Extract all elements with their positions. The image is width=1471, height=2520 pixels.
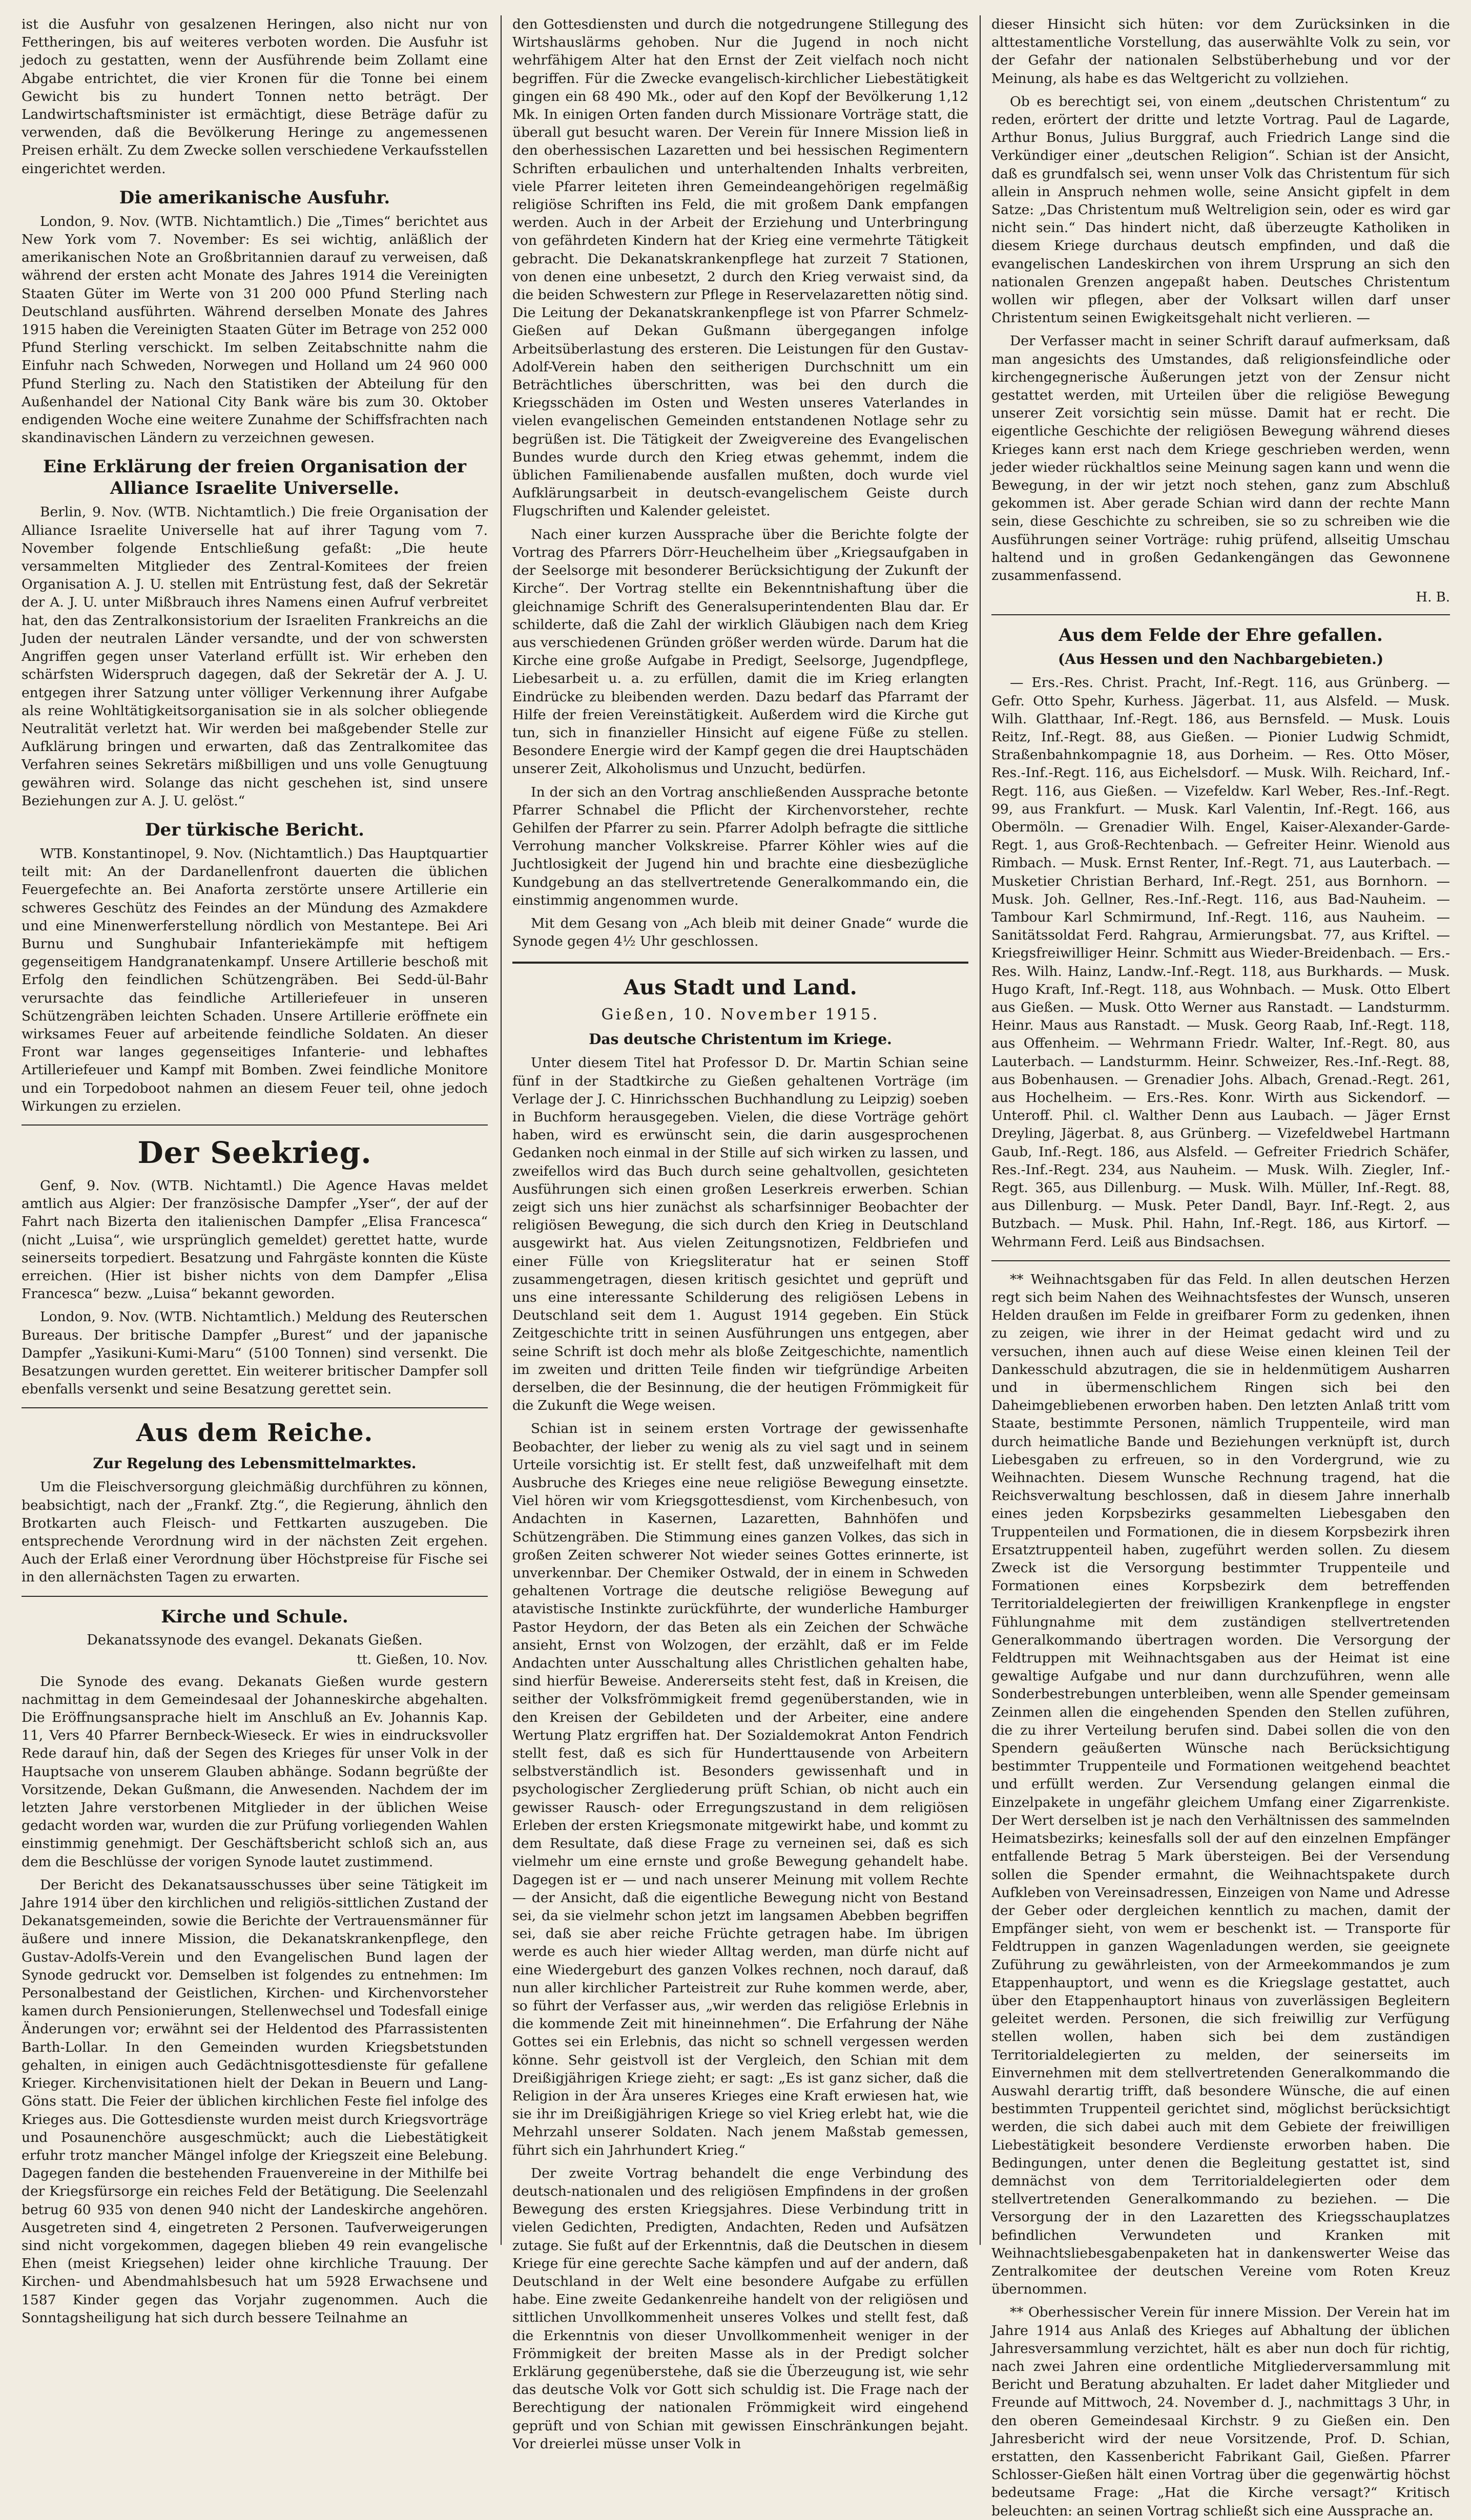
headline-amerika: Die amerikanische Ausfuhr. <box>119 187 390 208</box>
dateline: tt. Gießen, 10. Nov. <box>357 1652 488 1668</box>
casualty-list: — Ers.-Res. Christ. Pracht, Inf.-Regt. 116, aus Grünberg. — Gefr. Otto Spehr, Kurhess. Jägerbat. 11, aus Alsfeld. — Musk. Wilh. Glatthaar, Inf.-Regt. 186, aus Bernsfeld. — Musk. Louis Reitz, Inf.-Regt. 88, aus Gießen. — Pionier Ludwig Schmidt, Straßenbahnkompagnie 18, aus Dorheim. — Res. Otto Möser, Res.-Inf.-Regt. 116, aus Eichelsdorf. — Musk. Wilh. Reichard, Inf.-Regt. 116, aus Gießen. — Vizefeldw. Karl Weber, Res.-Inf.-Regt. 99, aus Frankfurt. — Musk. Karl Valentin, Inf.-Regt. 166, aus Obermöln. — Grenadier Wilh. Engel, Kaiser-Alexander-Garde-Regt. 1, aus Groß-Rechtenbach. — Gefreiter Heinr. Wienold aus Rimbach. — Musk. Ernst Renter, Inf.-Regt. 71, aus Lauterbach. — Musketier Christian Berhard, Inf.-Regt. 251, aus Bornhorn. — Musk. Joh. Gellner, Res.-Inf.-Regt. 116, aus Bad-Nauheim. — Tambour Karl Schmirmund, Inf.-Regt. 116, aus Nauheim. — Sanitätssoldat Ferd. Rahgrau, Armierungsbat. 77, aus Kriftel. — Kriegsfreiwilliger Heinr. Schmitt aus Wieder-Breidenbach. — Ers.-Res. Wilh. Hainz, Landw.-Inf.-Regt. 118, aus Burkhards. — Musk. Hugo Kraft, Inf.-Regt. 118, aus Wohnbach. — Musk. Otto Elbert aus Gießen. — Musk. Otto Werner aus Ranstadt. — Landsturmm. Heinr. Maus aus Ranstadt. — Musk. Georg Raab, Inf.-Regt. 118, aus Offenheim. — Wehrmann Friedr. Walter, Inf.-Regt. 80, aus Lauterbach. — Landsturmm. Heinr. Schweizer, Res.-Inf.-Regt. 88, aus Bobenhausen. — Grenadier Johs. Albach, Grenad.-Regt. 261, aus Hochelheim. — Ers.-Res. Konr. Wirth aus Sickendorf. — Unteroff. Phil. cl. Walther Denn aus Laubach. — Jäger Ernst Dreyling, Jägerbat. 8, aus Grünberg. — Vizefeldwebel Hartmann Gaub, Inf.-Regt. 186, aus Alsfeld. — Gefreiter Friedrich Schäfer, Res.-Inf.-Regt. 234, aus Nauheim. — Musk. Wilh. Ziegler, Inf.-Regt. 365, aus Dillenburg. — Musk. Wilh. Müller, Inf.-Regt. 88, aus Dillenburg. — Musk. Peter Dandl, Bayr. Inf.-Regt. 2, aus Butzbach. — Musk. Phil. Hahn, Inf.-Regt. 186, aus Kirtorf. — Wehrmann Ferd. Leiß aus Bindsachsen. <box>991 675 1450 1250</box>
article-text: WTB. Konstantinopel, 9. Nov. (Nichtamtlich.) Das Hauptquartier teilt mit: An der Dardanellenfront dauerten die üblichen Feuergefechte an. Bei Anaforta zerstörte unsere Artillerie ein schweres Geschütz des Feindes an der Mündung des Azmakdere und eine Minenwerferstellung nördlich von Mestantepe. Bei Ari Burnu und Sunghubair Infanteriekämpfe mit heftigem gegenseitigem Handgranatenkampf. Unsere Artillerie beschoß mit Erfolg den feindlichen Schützengräben. Bei Sedd-ül-Bahr verursachte das feindliche Artilleriefeuer in unseren Schützengräben leichten Schaden. Unsere Artillerie eröffnete ein wirksames Feuer auf arbeitende feindliche Soldaten. An dieser Front war langes gegenseitiges Infanterie- und lebhaftes Artilleriefeuer und Kampf mit Bomben. Zwei feindliche Monitore und ein Torpedoboot nahmen an diesem Feuer teil, ohne jedoch Wirkungen zu erzielen. <box>22 845 488 1114</box>
headline-stadt-und-land: Aus Stadt und Land. <box>624 975 857 1000</box>
article-text: Unter diesem Titel hat Professor D. Dr. Martin Schian seine fünf in der Stadtkirche zu Gießen gehaltenen Vorträge (im Verlage der J. C. Hinrichsschen Buchhandlung zu Leipzig) soeben in Buchform herausgegeben. Vielen, die diese Vorträge gehört haben, wird es erwünscht sein, die darin ausgesprochenen Gedanken noch einmal in der Stille auf sich wirken zu lassen, und zweifellos wird das Buch durch seine gehaltvollen, gesichteten Ausführungen sich einen großen Leserkreis erwerben. Schian zeigt sich uns hier zunächst als scharfsinniger Beobachter der religiösen Bewegung, die sich durch den Krieg in Deutschland ausgewirkt hat. Aus vielen Zeitungsnotizen, Feldbriefen und einer Fülle von Kriegsliteratur hat er seinen Stoff zusammengetragen, diesen kritisch gesichtet und geprüft und uns eine interessante Schilderung des religiösen Lebens in Deutschland seit dem 1. August 1914 gegeben. Ein Stück Zeitgeschichte tritt in seinen Ausführungen uns entgegen, aber seine Schrift ist doch mehr als bloße Zeitgeschichte, namentlich im zweiten und dritten Teile finden wir tiefgründige Arbeiten derselben, die der Besinnung, die der heutigen Frömmigkeit für die Zukunft die Wege weisen. <box>512 1055 968 1414</box>
article-text: ** Weihnachtsgaben für das Feld. In allen deutschen Herzen regt sich beim Nahen des Weihnachtsfestes der Wunsch, unseren Helden draußen im Felde in greifbarer Form zu gedenken, ihnen zu zeigen, wie ihrer in der Heimat gedacht wird und zu versuchen, ihnen auch auf diese Weise einen kleinen Teil der Dankesschuld abzutragen, die sie in heldenmütigem Ausharren und in übermenschlichem Ringen sich bei den Daheimgebliebenen erworben haben. Den letzten Anlaß tritt vom Staate, bestimmte Personen, nämlich Truppenteile, wird man durch heimatliche Bande und Beziehungen verknüpft ist, durch Liebesgaben zu erfreuen, so in den Vordergrund, wie zu Weihnachten. Diesem Wunsche Rechnung tragend, hat die Reichsverwaltung beschlossen, daß in diesem Jahre innerhalb eines jeden Korpsbezirks gesammelten Liebesgaben den Truppenteilen und Formationen, die in diesem Korpsbezirk ihren Ersatztruppenteil haben, zugeführt werden sollen. Zu diesem Zweck ist die Versorgung bestimmter Truppenteile und Formationen eines Korpsbezirk dem betreffenden Territorialdelegierten der freiwilligen Krankenpflege in engster Fühlungnahme mit dem zuständigen stellvertretenden Generalkommando übertragen worden. Die Versorgung der Feldtruppen mit Weihnachtsgaben aus der Heimat ist eine gewaltige Aufgabe und nur dann durchzuführen, wenn alle Sonderbestrebungen unterbleiben, wenn alle Spender gemeinsam Zeinmen allen die eingehenden Spenden den Stellen zuführen, die zu ihrer Verteilung berufen sind. Dabei sollen die von den Spendern geäußerten Wünsche nach Berücksichtigung bestimmter Truppenteile und Formationen weitgehend beachtet und erfüllt werden. Zur Versendung gelangen einmal die Einzelpakete in ungefähr gleichem Umfang einer Zigarrenkiste. Der Wert derselben ist je nach den Verhältnissen des sammelnden Heimatsbezirks; keinesfalls soll der auf den einzelnen Empfänger entfallende Betrag 5 Mark übersteigen. Bei der Versendung sollen die Spender ermahnt, die Weihnachtspakete durch Aufkleben von Vereinsadressen, Einzeigen von Name und Adresse der Geber oder dergleichen kenntlich zu machen, damit der Empfänger sieht, von wem er beschenkt ist. — Transporte für Feldtruppen in ganzen Wagenladungen werden, sie geeignete Zuführung zu gewährleisten, von der Armeekommandos je zum Etappenhauptort, und wenn es die Kriegslage gestattet, auch über den Etappenhauptort hinaus von zuverlässigen Begleitern geleitet werden. Personen, die sich freiwillig zur Verfügung stellen wollen, haben sich bei dem zuständigen Territorialdelegierten zu melden, der seinerseits im Einvernehmen mit dem stellvertretenden Generalkommando die Auswahl derartig trifft, daß besondere Wünsche, die auf einen bestimmten Truppenteil gerichtet sind, möglichst berücksichtigt werden, die sich dabei auch mit dem Gebiete der freiwilligen Liebestätigkeit besondere Verdienste erworben haben. Die Bedingungen, unter denen die Begleitung gestattet ist, sind demnächst von dem Territorialdelegierten oder dem stellvertretenden Generalkommando zu beziehen. — Die Versorgung der in den Lazaretten des Kriegsschauplatzes befindlichen Verwundeten und Kranken mit Weihnachtsliebesgabenpaketen hat in dankenswerter Weise das Zentralkomitee der deutschen Vereine vom Roten Kreuz übernommen. <box>991 1271 1450 2298</box>
article-text: den Gottesdiensten und durch die notgedrungene Stillegung des Wirtshauslärms gehoben. Nur die Jugend in noch nicht wehrfähigem Alter hat den Ernst der Zeit vielfach noch nicht begriffen. Für die Zwecke evangelisch-kirchlicher Liebestätigkeit gingen ein 68 490 Mk., oder auf den Kopf der Bevölkerung 1,12 Mk. In einigen Orten fanden durch Missionare Vorträge statt, die überall gut besucht waren. Der Verein für Innere Mission ließ in den oberhessischen Lazaretten und bei hessischen Regimentern Schriften erbaulichen und unterhaltenden Inhalts verbreiten, viele Pfarrer leiteten ihren Gemeindeangehörigen regelmäßig religiöse Schriften ins Feld, die mit großem Dank empfangen werden. Auch in der Arbeit der Erziehung und Unterbringung von gefährdeten Kindern hat der Krieg eine vermehrte Tätigkeit gebracht. Die Dekanatskrankenpflege hat zurzeit 7 Stationen, von denen eine unbesetzt, 2 durch den Krieg verwaist sind, da die beiden Schwestern zur Pflege in Reservelazaretten nötig sind. Die Leitung der Dekanatskrankenpflege ist von Pfarrer Schmelz-Gießen auf Dekan Gußmann übergegangen infolge Arbeitsüberlastung des ersteren. Die Leistungen für den Gustav-Adolf-Verein haben den seitherigen Durchschnitt um ein Beträchtliches überschritten, was bei den durch die Kriegsschäden im Osten und Westen unseres Vaterlandes in vielen evangelischen Gemeinden entstandenen Notlage sehr zu begrüßen ist. Die Tätigkeit der Zweigvereine des Evangelischen Bundes wurde durch den Krieg etwas gehemmt, indem die üblichen Familienabende ausfallen mußten, doch wurde viel Aufklärungsarbeit in deutsch-evangelischem Geiste durch Flugschriften und Kalender geleistet. <box>512 16 968 519</box>
article-text: Schian ist in seinem ersten Vortrage der gewissenhafte Beobachter, der lieber zu wenig als zu viel sagt und in seinem Urteile vorsichtig ist. Er stellt fest, daß unzweifelhaft mit dem Ausbruche des Krieges eine neue religiöse Bewegung einsetzte. Viel hören wir vom Kriegsgottesdienst, vom Kirchenbesuch, von Andachten in Kasernen, Lazaretten, Bahnhöfen und Schützengräben. Die Stimmung eines ganzen Volkes, das sich in großen Zeiten schwerer Not wieder seines Gottes erinnerte, ist unverkennbar. Der Chemiker Ostwald, der in einem in Schweden gehaltenen Vortrage die deutsche religiöse Bewegung auf atavistische Instinkte zurückführte, der wunderliche Hamburger Pastor Heydorn, der das Beten als ein Zeichen der Schwäche ansieht, Ernst von Wolzogen, der erzählt, daß er im Felde Andachten unter Ausschaltung alles Christlichen gehalten habe, sind hierfür Beweise. Andererseits steht fest, daß in Kreisen, die seither der Volksfrömmigkeit fremd gegenüberstanden, wie in den Kreisen der Gebildeten und der Arbeiter, eine andere Wertung Platz ergriffen hat. Der Sozialdemokrat Anton Fendrich stellt fest, daß es sich für Hunderttausende von Arbeitern selbstverständlich ist. Besonders gewissenhaft und in psychologischer Zergliederung prüft Schian, ob nicht auch ein gewisser Rausch- oder Erregungszustand in dem religiösen Erleben der ersten Kriegsmonate mitgewirkt habe, und kommt zu dem Resultate, daß diese Frage zu verneinen sei, daß es sich vielmehr um eine ernste und große Bewegung gehandelt habe. Dagegen ist er — und nach unserer Meinung mit vollem Rechte — der Ansicht, daß die eigentliche Bewegung nicht von Bestand sei, da sie vielmehr schon jetzt im langsamen Abebben begriffen sei, daß sie aber reiche Früchte getragen habe. Im übrigen werde es auch hier wieder Alltag werden, man dürfe nicht auf eine Wiedergeburt des ganzen Volkes rechnen, noch darauf, daß nun aller kirchlicher Parteistreit zur Ruhe kommen werde, aber, so führt der Verfasser aus, „wir werden das religiöse Erlebnis in die kommende Zeit mit hineinnehmen“. Die Erfahrung der Nähe Gottes sei ein Erlebnis, das nicht so schnell vergessen werden könne. Sehr geistvoll ist der Vergleich, den Schian mit dem Dreißigjährigen Kriege zieht; er sagt: „Es ist ganz sicher, daß die Religion in der Ära unseres Krieges eine Kraft erwiesen hat, wie sie ihr im Dreißigjährigen Kriege so viel Krieg erlebt hat, wie die Mehrzahl unserer Soldaten. Nach jenem Maßstab gemessen, führt sich ein Jahrhundert Krieg.“ <box>512 1421 968 2158</box>
subheadline: Dekanatssynode des evangel. Dekanats Gießen. <box>87 1632 423 1648</box>
article-text: In der sich an den Vortrag anschließenden Aussprache betonte Pfarrer Schnabel die Pflicht der Kirchenvorsteher, rechte Gehilfen der Pfarrer zu sein. Pfarrer Adolph befragte die sittliche Verrohung mancher Volkskreise. Pfarrer Köhler wies auf die Juchtlosigkeit der Jugend hin und brachte eine diesbezügliche Kundgebung an das stellvertretende Generalkommando ein, die einstimmig angenommen wurde. <box>512 784 968 908</box>
article-text: ** Oberhessischer Verein für innere Mission. Der Verein hat im Jahre 1914 aus Anlaß des Krieges auf Abhaltung der üblichen Jahresversammlung verzichtet, hält es aber nun doch für richtig, nach zwei Jahren eine ordentliche Mitgliederversammlung mit Bericht und Beratung abzuhalten. Er ladet daher Mitglieder und Freunde auf Mittwoch, 24. November d. J., nachmittags 3 Uhr, in den oberen Gemeindesaal Kirchstr. 9 zu Gießen ein. Den Jahresbericht wird der neue Vorsitzende, Prof. D. Schian, erstatten, den Kassenbericht Fabrikant Gail, Gießen. Pfarrer Schlosser-Gießen hält einen Vortrag über die gegenwärtig höchst bedeutsame Frage: „Hat die Kirche versagt?“ Kritisch beleuchten: an seinen Vortrag schließt sich eine Aussprache an. <box>991 2304 1450 2519</box>
headline-seekrieg: Der Seekrieg. <box>137 1135 372 1170</box>
article-text: London, 9. Nov. (WTB. Nichtamtlich.) Meldung des Reuterschen Bureaus. Der britische Dampfer „Burest“ und der japanische Dampfer „Yasikuni-Kumi-Maru“ (5100 Tonnen) sind versenkt. Die Besatzungen wurden gerettet. Ein weiterer britischer Dampfer soll ebenfalls versenkt und seine Besatzung gerettet sein. <box>22 1309 488 1398</box>
divider <box>991 614 1450 615</box>
subheadline: Zur Regelung des Lebensmittelmarktes. <box>93 1455 417 1472</box>
column-1 <box>22 15 488 2326</box>
article-text: Berlin, 9. Nov. (WTB. Nichtamtlich.) Die freie Organisation der Alliance Israelite Universelle hat auf ihrer Tagung vom 7. November folgende Entschließung gefaßt: „Die heute versammelten Mitglieder des Zentral-Komitees der freien Organisation A. J. U. stellen mit Entrüstung fest, daß der Sekretär der A. J. U. unter Mißbrauch ihres Namens einen Aufruf verbreitet hat, den das Zentralkonsistorium der Israeliten Frankreichs an die Juden der neutralen Länder versandte, und der von schwersten Angriffen gegen unser Vaterland erfüllt ist. Wir erheben den schärfsten Widerspruch dagegen, daß der Sekretär der A. J. U. entgegen ihrer Satzung unter völliger Verkennung ihrer Aufgabe als reine Wohltätigkeitsorganisation sie in als solcher obliegende Neutralität verletzt hat. Wir werden bei maßgebender Stelle zur Aufklärung bringen und erwarten, daß das Zentralkomitee das Verfahren seines Sekretärs mißbilligen und uns volle Genugtuung gewähren wird. Solange das nicht geschehen ist, sind unsere Beziehungen zur A. J. U. gelöst.“ <box>22 504 488 809</box>
column-rule <box>980 15 981 2245</box>
author-signature: H. B. <box>1416 590 1450 606</box>
divider <box>22 1407 488 1408</box>
headline-ehre: Aus dem Felde der Ehre gefallen. <box>1059 625 1383 646</box>
article-text: Der Bericht des Dekanatsausschusses über seine Tätigkeit im Jahre 1914 über den kirchlichen und religiös-sittlichen Zustand der Dekanatsgemeinden, sowie die Berichte der Vertrauensmänner für äußere und innere Mission, die Dekanatskrankenpflege, den Gustav-Adolfs-Verein und den Evangelischen Bund lagen der Synode gedruckt vor. Demselben ist folgendes zu entnehmen: Im Personalbestand der Geistlichen, Kirchen- und Kirchenvorsteher kamen durch Pensionierungen, Stellenwechsel und Todesfall einige Änderungen vor; erwähnt sei der Heldentod des Pfarrassistenten Barth-Lollar. In den Gemeinden wurden Kriegsbetstunden gehalten, in einigen auch Gedächtnisgottesdienste für gefallene Krieger. Kirchenvisitationen hielt der Dekan in Beuern und Lang-Göns statt. Die Feier der üblichen kirchlichen Feste fiel infolge des Krieges aus. Die Gottesdienste wurden meist durch Kriegsvorträge und Posaunenchöre ausgeschmückt; auch die Liebestätigkeit erfuhr trotz mancher Mängel infolge der Kriegszeit eine Belebung. Dagegen fanden die bestehenden Frauenvereine in der Mithilfe bei der Kriegsfürsorge ein reiches Feld der Betätigung. Die Seelenzahl betrug 60 935 von denen 940 nicht der Landeskirche angehören. Ausgetreten sind 4, eingetreten 2 Personen. Taufverweigerungen sind nicht vorgekommen, dagegen blieben 49 rein evangelische Ehen (meist Kriegsehen) leider ohne kirchliche Trauung. Der Kirchen- und Abendmahlsbesuch hat um 5928 Erwachsene und 1587 Kinder gegen das Vorjahr zugenommen. Auch die Sonntagsheiligung hat sich durch bessere Teilnahme an <box>22 1877 488 2326</box>
column-3 <box>991 15 1450 2519</box>
article-text: ist die Ausfuhr von gesalzenen Heringen, also nicht nur von Fettheringen, bis auf weiteres verboten worden. Die Ausfuhr ist jedoch zu gestatten, wenn der Ausführende beim Zollamt eine Abgabe entrichtet, die vier Kronen für die Tonne bei einem Gewicht bis zu hundert Tonnen netto beträgt. Der Landwirtschaftsminister ist ermächtigt, diese Beträge dafür zu verwenden, daß die Bevölkerung Heringe zu angemessenen Preisen erhält. Zu dem Zwecke sollen verschiedene Verkaufsstellen eingerichtet werden. <box>22 16 488 177</box>
article-text: dieser Hinsicht sich hüten: vor dem Zurücksinken in die alttestamentliche Vorstellung, das auserwählte Volk zu sein, vor der Gefahr der nationalen Selbstüberhebung und vor der Meinung, als habe es das Weltgericht zu vollziehen. <box>991 16 1450 87</box>
headline-tuerkisch: Der türkische Bericht. <box>145 819 364 840</box>
article-text: Ob es berechtigt sei, von einem „deutschen Christentum“ zu reden, erörtert der dritte und letzte Vortrag. Paul de Lagarde, Arthur Bonus, Julius Burggraf, auch Friedrich Lange sind die Verkündiger einer „deutschen Religion“. Schian ist der Ansicht, daß es grundfalsch sei, wenn unser Volk das Christentum für sich allein in Anspruch nehmen wolle, seine Ansicht gipfelt in dem Satze: „Das Christentum muß Weltreligion sein, oder es wird gar nicht sein.“ Das hindert nicht, daß überzeugte Katholiken in diesem Kriege durchaus deutsch empfinden, und daß die evangelischen Landeskirchen von ihrem Ursprung an sich den nationalen Grenzen angepaßt haben. Deutsches Christentum wollen wir pflegen, aber der Volksart willen darf unser Christentum seinen Ewigkeitsgehalt nicht verlieren. — <box>991 93 1450 326</box>
divider <box>991 1260 1450 1261</box>
article-text: Der Verfasser macht in seiner Schrift darauf aufmerksam, daß man angesichts des Umstandes, daß religionsfeindliche oder kirchengegnerische Äußerungen jetzt von der Zensur nicht gestattet werden, mit Urteilen über die religiöse Bewegung unserer Zeit vorsichtig sein müsse. Damit hat er recht. Die eigentliche Geschichte der religiösen Bewegung während dieses Krieges kann erst nach dem Kriege geschrieben werden, wenn jeder wieder rückhaltlos seine Meinung sagen kann und wenn die Bewegung, in der wir jetzt noch stehen, ganz zum Abschluß gekommen ist. Aber gerade Schian wird dann der rechte Mann sein, diese Geschichte zu schreiben, sie so zu schreiben wie die Ausführungen seiner Vorträge: ruhig prüfend, allseitig Umschau haltend und in großen Gedankengängen das Gewonnene zusammenfassend. <box>991 333 1450 584</box>
divider <box>512 962 968 964</box>
headline-reiche: Aus dem Reiche. <box>136 1419 374 1448</box>
column-2 <box>512 15 968 2452</box>
article-text: Mit dem Gesang von „Ach bleib mit deiner Gnade“ wurde die Synode gegen 4½ Uhr geschlossen. <box>512 915 968 950</box>
divider <box>22 1596 488 1597</box>
subheadline: (Aus Hessen und den Nachbargebieten.) <box>1058 651 1384 668</box>
subheadline: Das deutsche Christentum im Kriege. <box>589 1031 892 1048</box>
article-text: Die Synode des evang. Dekanats Gießen wurde gestern nachmittag in dem Gemeindesaal der Johanneskirche abgehalten. Die Eröffnungsansprache hielt im Anschluß an Ev. Johannis Kap. 11, Vers 40 Pfarrer Bernbeck-Wieseck. Er wies in eindrucksvoller Rede darauf hin, daß der Segen des Krieges für unser Volk in der Hauptsache von unserem Glauben abhänge. Sodann begrüßte der Vorsitzende, Dekan Gußmann, die Anwesenden. Nachdem der im letzten Jahre verstorbenen Mitglieder in der üblichen Weise gedacht worden war, wurden die zur Prüfung vorliegenden Wahlen einstimmig genehmigt. Der Geschäftsbericht schloß sich an, aus dem die Beschlüsse der vorigen Synode lautet zustimmend. <box>22 1673 488 1870</box>
article-text: London, 9. Nov. (WTB. Nichtamtlich.) Die „Times“ berichtet aus New York vom 7. November: Es sei wichtig, anläßlich der amerikanischen Note an Großbritannien darauf zu verweisen, daß während der ersten acht Monate des Jahres 1914 die Vereinigten Staaten Güter im Werte von 31 200 000 Pfund Sterling nach Deutschland ausführten. Während derselben Monate des Jahres 1915 haben die Vereinigten Staaten Güter im Betrage von 252 000 Pfund Sterling verschickt. Im selben Zeitabschnitte nahm die Einfuhr nach Schweden, Norwegen und Holland um 24 960 000 Pfund Sterling zu. Nach den Statistiken der Abteilung für den Außenhandel der National City Bank wäre bis zum 30. Oktober endigenden Woche eine weitere Zunahme der Schiffsfrachten nach skandinavischen Ländern zu verzeichnen gewesen. <box>22 213 488 446</box>
dateline: Gießen, 10. November 1915. <box>601 1006 880 1024</box>
headline-alliance: Eine Erklärung der freien Organisation der Alliance Israelite Universelle. <box>43 456 467 499</box>
headline-kirche: Kirche und Schule. <box>161 1606 348 1627</box>
column-rule <box>501 15 502 2245</box>
divider <box>22 1124 488 1126</box>
article-text: Der zweite Vortrag behandelt die enge Verbindung des deutsch-nationalen und des religiösen Empfindens in der großen Bewegung des ersten Kriegsjahres. Diese Verbindung tritt in vielen Gedichten, Predigten, Andachten, Reden und Aufsätzen zutage. Sie fußt auf der Erkenntnis, daß die Deutschen in diesem Kriege für eine gerechte Sache kämpfen und auf der andern, daß Deutschland in der Welt eine besondere Aufgabe zu erfüllen habe. Eine zweite Gedankenreihe handelt von der religiösen und sittlichen Unvollkommenheit unseres Volkes und stellt fest, daß die Erkenntnis von dieser Unvollkommenheit weniger in der Frömmigkeit der breiten Masse als in der Predigt solcher Erklärung gegenüberstehe, daß sie die Überzeugung ist, wie sehr das deutsche Volk vor Gott sich schuldig ist. Die Frage nach der Berechtigung der nationalen Frömmigkeit wird eingehend geprüft und von Schian mit gewissen Einschränkungen bejaht. Vor dreierlei müsse unser Volk in <box>512 2165 968 2452</box>
article-text: Genf, 9. Nov. (WTB. Nichtamtl.) Die Agence Havas meldet amtlich aus Algier: Der französische Dampfer „Yser“, der auf der Fahrt nach Bizerta den italienischen Dampfer „Elisa Francesca“ (nicht „Luisa“, wie ursprünglich gemeldet) gerettet hatte, wurde seinerseits torpediert. Besatzung und Fahrgäste konnten die Küste erreichen. (Hier ist bisher nichts von dem Dampfer „Elisa Francesca“ bezw. „Luisa“ bekannt geworden. <box>22 1177 488 1302</box>
article-text: Nach einer kurzen Aussprache über die Berichte folgte der Vortrag des Pfarrers Dörr-Heuchelheim über „Kriegsaufgaben in der Seelsorge mit besonderer Berücksichtigung der Zukunft der Kirche“. Der Vortrag stellte ein Bekenntnishaftung über die gleichnamige Schrift des Generalsuperintendenten Blau dar. Er schilderte, daß die Zahl der wirklich Gläubigen nach dem Krieg aus verschiedenen Gründen größer werden würde. Darum hat die Kirche eine große Aufgabe in Predigt, Seelsorge, Jugendpflege, Liebesarbeit u. a. zu erfüllen, damit die im Krieg erlangten Eindrücke zu bleibenden werden. Dazu bedarf das Pfarramt der Hilfe der freien Vereinstätigkeit. Außerdem wird die Kirche gut tun, sich in finanzieller Hinsicht auf eigene Füße zu stellen. Besondere Energie wird der Kampf gegen die drei Hauptschäden unserer Zeit, Alkoholismus und Unzucht, bedürfen. <box>512 526 968 777</box>
article-text: Um die Fleischversorgung gleichmäßig durchführen zu können, beabsichtigt, nach der „Frankf. Ztg.“, die Regierung, ähnlich den Brotkarten auch Fleisch- und Fettkarten auszugeben. Die entsprechende Verordnung wird in der nächsten Zeit ergehen. Auch der Erlaß einer Verordnung über Höchstpreise für Fische sei in den allernächsten Tagen zu erwarten. <box>22 1479 488 1586</box>
